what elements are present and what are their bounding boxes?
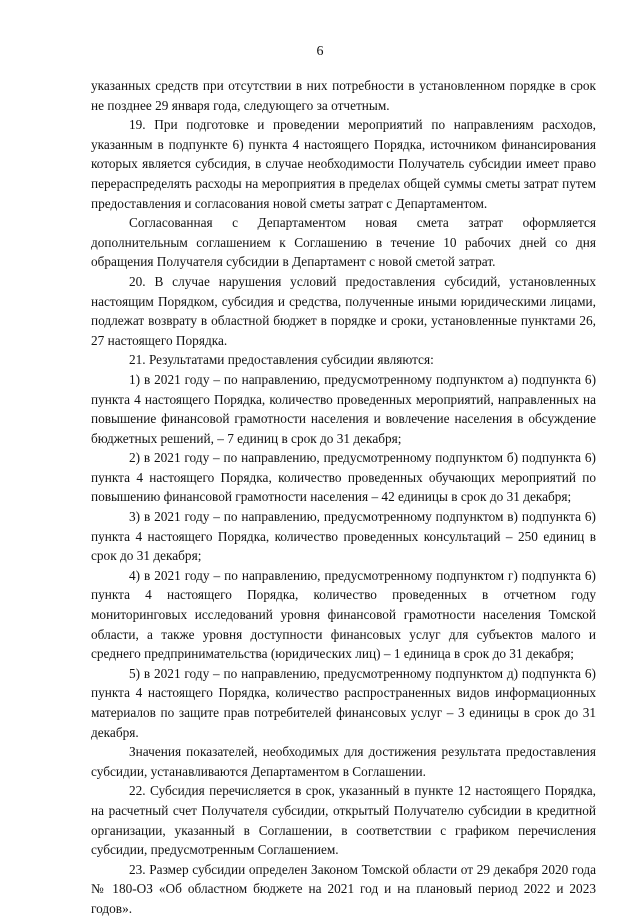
result-item-2: 2) в 2021 году – по направлению, предусмотренному подпунктом б) подпункта 6) пункта 4 настоящего Порядка, количество проведенных обучающих мероприятий по повышению финансовой грамотности населения – 42 единицы в срок до 31 декабря; xyxy=(91,450,596,505)
result-item-5: 5) в 2021 году – по направлению, предусмотренному подпунктом д) подпункта 6) пункта 4 настоящего Порядка, количество распространенных видов информационных материалов по защите прав потребителей финансовых услуг – 3 единицы в срок до 31 декабря. xyxy=(91,665,596,740)
paragraph-indicators: Значения показателей, необходимых для достижения результата предоставления субсидии, устанавливаются Департаментом в Соглашении. xyxy=(91,744,596,779)
result-item-4: 4) в 2021 году – по направлению, предусмотренному подпунктом г) подпункта 6) пункта 4 настоящего Порядка, количество проведенных в отчетном году мониторинговых исследований уровня финансовой грамотности населения Томской области, а также уровня доступности финансовых услуг для субъектов малого и среднего предпринимательства (юридических лиц) – 1 единица в срок до 31 декабря; xyxy=(91,567,596,662)
paragraph-19-agreement: Согласованная с Департаментом новая смета затрат оформляется дополнительным соглашением к Соглашению в течение 10 рабочих дней со дня обращения Получателя субсидии в Департамент с новой сметой затрат. xyxy=(91,215,596,270)
paragraph-23: 23. Размер субсидии определен Законом Томской области от 29 декабря 2020 года № 180-ОЗ «Об областном бюджете на 2021 год и на плановый период 2022 и 2023 годов». xyxy=(91,861,596,916)
result-item-1: 1) в 2021 году – по направлению, предусмотренному подпунктом а) подпункта 6) пункта 4 настоящего Порядка, количество проведенных мероприятий, направленных на повышение финансовой грамотности населения и вовлечение населения в обсуждение бюджетных решений, – 7 единиц в срок до 31 декабря; xyxy=(91,371,596,446)
result-item-3: 3) в 2021 году – по направлению, предусмотренному подпунктом в) подпункта 6) пункта 4 настоящего Порядка, количество проведенных консультаций – 250 единиц в срок до 31 декабря; xyxy=(91,509,596,564)
paragraph-20: 20. В случае нарушения условий предоставления субсидий, установленных настоящим Порядком, субсидия и средства, полученные иными юридическими лицами, подлежат возврату в областной бюджет в порядке и сроки, установленные пунктами 26, 27 настоящего Порядка. xyxy=(91,273,596,348)
page-number: 6 xyxy=(316,44,324,59)
paragraph-22: 22. Субсидия перечисляется в срок, указанный в пункте 12 настоящего Порядка, на расчетный счет Получателя субсидии, открытый Получателю субсидии в кредитной организации, указанный в Соглашении, в соответствии с графиком перечисления субсидии, предусмотренным Соглашением. xyxy=(91,783,596,858)
paragraph-21: 21. Результатами предоставления субсидии являются: xyxy=(129,352,434,368)
paragraph-continuation: указанных средств при отсутствии в них потребности в установленном порядке в срок не позднее 29 января года, следующего за отчетным. xyxy=(91,78,596,113)
document-body xyxy=(91,76,596,919)
paragraph-19: 19. При подготовке и проведении мероприятий по направлениям расходов, указанным в подпункте 6) пункта 4 настоящего Порядка, источником финансирования которых является субсидия, в случае необходимости Получатель субсидии имеет право перераспределять расходы на мероприятия в пределах общей суммы сметы затрат путем предоставления и согласования новой сметы затрат с Департаментом. xyxy=(91,117,596,211)
